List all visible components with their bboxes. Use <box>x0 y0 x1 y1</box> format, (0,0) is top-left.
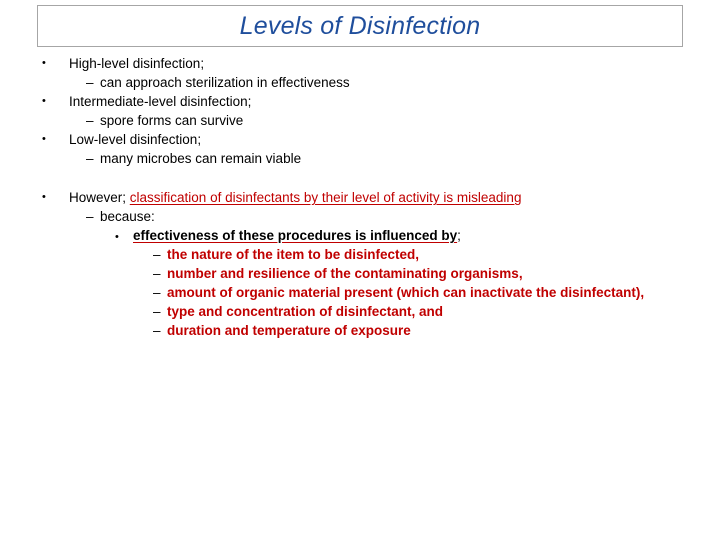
factor-item <box>153 322 411 339</box>
dash-icon: – <box>86 113 94 128</box>
sub-text: can approach sterilization in effectiveness <box>100 75 350 90</box>
effectiveness-text: effectiveness of these procedures is influenced by <box>133 228 458 243</box>
factor-item <box>153 265 523 282</box>
dash-icon: – <box>153 266 161 281</box>
bullet-icon: • <box>42 57 46 69</box>
dash-icon: – <box>86 209 94 224</box>
item-suffix: ; <box>197 132 202 147</box>
title-box <box>37 5 683 47</box>
dash-icon: – <box>153 247 161 262</box>
factor-text: the nature of the item to be disinfected, <box>167 247 420 262</box>
bullet-icon: • <box>42 95 46 107</box>
item-label: Low-level disinfection <box>69 132 198 147</box>
factor-text: number and resilience of the contaminating organisms, <box>167 266 523 281</box>
factor-item <box>153 284 644 301</box>
however-lead: However; <box>69 190 130 205</box>
item-intermediate-level-sub <box>86 112 243 129</box>
item-label: Intermediate-level disinfection <box>69 94 248 109</box>
item-suffix: ; <box>247 94 252 109</box>
because-text: because: <box>100 209 155 224</box>
item-low-level <box>69 131 201 148</box>
item-intermediate-level <box>69 93 251 110</box>
factor-text: amount of organic material present (which can inactivate the disinfectant), <box>167 285 645 300</box>
bullet-icon: • <box>115 231 119 243</box>
item-suffix: ; <box>200 56 205 71</box>
however-line <box>69 189 521 206</box>
factor-item <box>153 303 443 320</box>
sub-text: many microbes can remain viable <box>100 151 302 166</box>
dash-icon: – <box>153 304 161 319</box>
item-low-level-sub <box>86 150 301 167</box>
effectiveness-suffix: ; <box>457 228 461 243</box>
dash-icon: – <box>86 151 94 166</box>
sub-text: spore forms can survive <box>100 113 244 128</box>
item-high-level-sub <box>86 74 350 91</box>
factor-text: type and concentration of disinfectant, and <box>167 304 444 319</box>
bullet-icon: • <box>42 191 46 203</box>
misleading-highlight: classification of disinfectants by their level of activity is misleading <box>129 190 522 205</box>
effectiveness-line <box>115 227 461 246</box>
because-line <box>86 208 155 225</box>
factor-text: duration and temperature of exposure <box>167 323 411 338</box>
factor-item <box>153 246 419 263</box>
dash-icon: – <box>86 75 94 90</box>
bullet-icon: • <box>42 133 46 145</box>
item-label: High-level disinfection <box>69 56 201 71</box>
dash-icon: – <box>153 285 161 300</box>
dash-icon: – <box>153 323 161 338</box>
item-high-level <box>69 55 204 72</box>
slide-title: Levels of Disinfection <box>239 11 481 40</box>
